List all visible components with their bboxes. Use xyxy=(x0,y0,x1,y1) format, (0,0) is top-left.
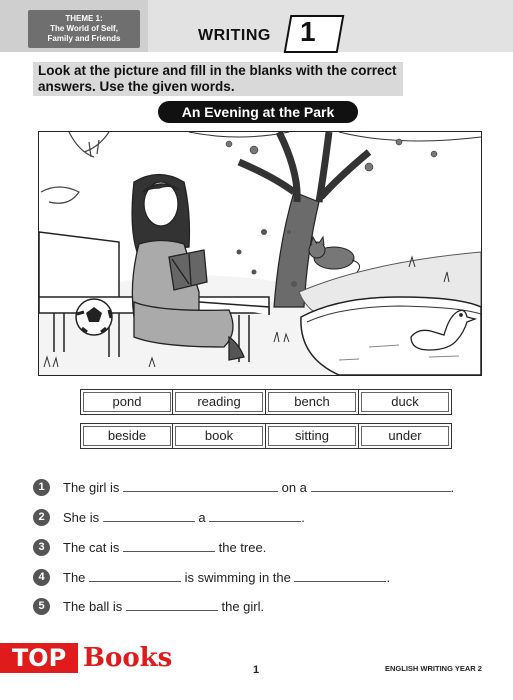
logo-books: Books xyxy=(83,643,173,673)
question-text: a xyxy=(198,510,206,525)
background-trees xyxy=(41,132,109,203)
page-number: 1 xyxy=(253,664,260,676)
question-text: . xyxy=(386,570,391,585)
word-bank-item: bench xyxy=(265,389,359,415)
answer-blank[interactable] xyxy=(123,541,215,552)
question-text: She is xyxy=(63,510,100,525)
question-text: The xyxy=(63,570,86,585)
park-illustration xyxy=(38,131,482,376)
question-number: 1 xyxy=(33,479,50,496)
answer-blank[interactable] xyxy=(89,571,181,582)
theme-line-2: The World of Self, xyxy=(50,24,118,33)
word-bank-item: sitting xyxy=(265,423,359,449)
answer-blank[interactable] xyxy=(123,481,278,492)
question-text: on a xyxy=(281,480,307,495)
theme-badge xyxy=(28,10,140,48)
question-text: The cat is xyxy=(63,540,120,555)
word-bank-item: under xyxy=(358,423,452,449)
question-number: 2 xyxy=(33,509,50,526)
question-text: The girl is xyxy=(63,480,120,495)
question-text: . xyxy=(450,480,455,495)
question-number: 5 xyxy=(33,598,50,615)
girl-reading xyxy=(132,175,244,361)
question-4 xyxy=(63,570,390,585)
book-title: ENGLISH WRITING YEAR 2 xyxy=(385,664,482,673)
theme-line-3: Family and Friends xyxy=(47,34,121,43)
picture-title: An Evening at the Park xyxy=(158,101,358,123)
question-number: 3 xyxy=(33,539,50,556)
question-2 xyxy=(63,510,305,525)
answer-blank[interactable] xyxy=(294,571,386,582)
instructions-text: Look at the picture and fill in the blanks with the correct answers. Use the given words. xyxy=(38,63,397,94)
cat xyxy=(309,237,360,272)
answer-blank[interactable] xyxy=(311,481,451,492)
answer-blank[interactable] xyxy=(126,600,218,611)
logo-top: TOP xyxy=(0,643,78,673)
question-1 xyxy=(63,480,454,495)
question-text: The ball is xyxy=(63,599,123,614)
question-3 xyxy=(63,540,266,555)
question-number: 4 xyxy=(33,569,50,586)
football xyxy=(76,299,112,335)
theme-line-1: THEME 1: xyxy=(65,14,103,23)
answer-blank[interactable] xyxy=(103,511,195,522)
question-text: is swimming in the xyxy=(184,570,291,585)
word-bank-item: duck xyxy=(358,389,452,415)
word-bank-item: reading xyxy=(172,389,266,415)
question-text: . xyxy=(301,510,305,525)
question-text: the tree. xyxy=(218,540,267,555)
writing-label: WRITING xyxy=(198,27,271,44)
word-bank-item: beside xyxy=(80,423,174,449)
word-bank-item: pond xyxy=(80,389,174,415)
question-5 xyxy=(63,599,264,614)
park-scene-svg xyxy=(39,132,481,375)
writing-number: 1 xyxy=(300,16,316,47)
word-bank-item: book xyxy=(172,423,266,449)
answer-blank[interactable] xyxy=(209,511,301,522)
question-text: the girl. xyxy=(221,599,265,614)
